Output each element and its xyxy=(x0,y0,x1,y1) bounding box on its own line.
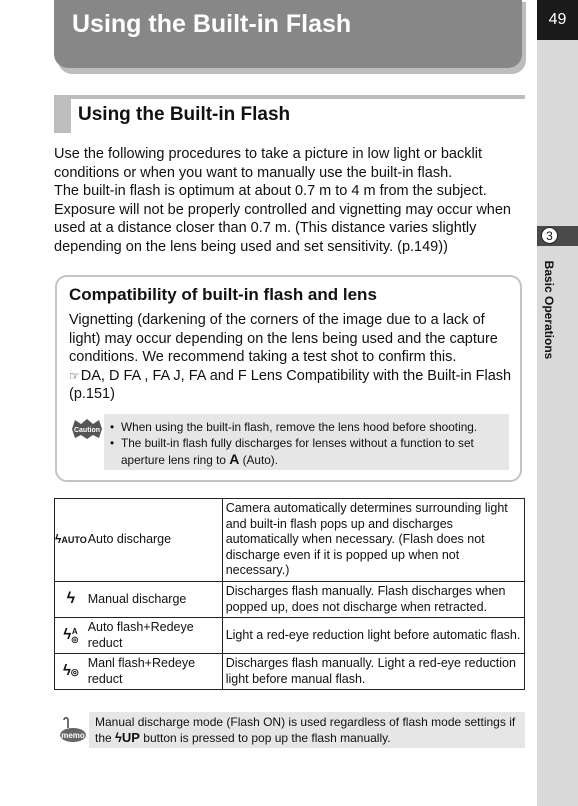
redeye-flash-icon: ϟ◎ xyxy=(62,661,79,679)
mode-name: Auto discharge xyxy=(87,499,223,582)
mode-icon-cell xyxy=(55,582,87,618)
memo-icon xyxy=(58,716,88,744)
mode-description: Discharges flash manually. Light a red-eye reduction light before manual flash. xyxy=(222,654,524,690)
memo-text: Manual discharge mode (Flash ON) is used regardless of flash mode settings if the ϟUP button is pressed to pop up the flash manually. xyxy=(95,715,516,745)
intro-paragraph: The built-in flash is optimum at about 0.7 m to 4 m from the subject. Exposure will not be properly controlled and vignetting may occur when used at a distance closer than 0.7 m. (This distance varies slightly depending on the lens being used and set sensitivity. (p.149)) xyxy=(54,183,511,255)
mode-description: Light a red-eye reduction light before automatic flash. xyxy=(222,618,524,654)
mode-icon-cell xyxy=(55,499,87,582)
mode-description: Camera automatically determines surrounding light and built-in flash pops up and discharges automatically when necessary. (Flash does not discharge even if it is popped up when not necessary.) xyxy=(222,499,524,582)
table-row xyxy=(55,499,525,582)
aperture-auto-mark: A xyxy=(229,451,240,467)
chapter-title: Basic Operations xyxy=(542,260,556,360)
chapter-number: 3 xyxy=(541,227,558,244)
mode-icon-cell xyxy=(55,618,87,654)
section-marker xyxy=(54,95,71,133)
mode-name: Auto flash+Redeye reduct xyxy=(87,618,223,654)
flash-icon: ϟ xyxy=(66,589,76,607)
compatibility-reference xyxy=(69,367,514,404)
intro-paragraph: Use the following procedures to take a picture in low light or backlit conditions or when you want to manually use the built-in flash. xyxy=(54,146,482,181)
mode-name: Manl flash+Redeye reduct xyxy=(87,654,223,690)
table-row xyxy=(55,654,525,690)
auto-redeye-flash-icon: ϟA ◎ xyxy=(63,625,79,644)
caution-item: • The built-in flash fully discharges for lenses without a function to set aperture lens ring to A (Auto). xyxy=(108,435,506,468)
intro-text xyxy=(54,145,526,256)
reference-icon: ☞ xyxy=(69,368,80,383)
compatibility-text xyxy=(69,311,514,404)
auto-flash-icon: ϟAUTO xyxy=(55,532,87,547)
page-title: Using the Built-in Flash xyxy=(72,10,352,38)
compatibility-heading: Compatibility of built-in flash and lens xyxy=(69,285,377,304)
section-title: Using the Built-in Flash xyxy=(78,104,291,125)
table-row xyxy=(55,582,525,618)
flash-up-button-label: ϟUP xyxy=(115,730,140,745)
reference-link[interactable]: DA, D FA , FA J, FA and F Lens Compatibility with the Built-in Flash (p.151) xyxy=(69,367,512,402)
mode-name: Manual discharge xyxy=(87,582,223,618)
flash-mode-table xyxy=(54,498,525,690)
memo-icon-label: memo xyxy=(61,731,85,740)
caution-list xyxy=(108,419,506,468)
section-rule xyxy=(54,95,525,99)
mode-icon-cell xyxy=(55,654,87,690)
table-row xyxy=(55,618,525,654)
caution-icon-label: Caution xyxy=(73,427,101,434)
caution-icon xyxy=(70,418,104,440)
caution-item: • When using the built-in flash, remove the lens hood before shooting. xyxy=(108,419,506,435)
compatibility-body: Vignetting (darkening of the corners of the image due to a lack of light) may occur depending on the lens being used and the capture conditions. We recommend taking a test shot to confirm this. xyxy=(69,312,498,365)
side-tab-bar xyxy=(537,0,578,806)
page-number: 49 xyxy=(537,0,578,40)
mode-description: Discharges flash manually. Flash discharges when popped up, does not discharge when retracted. xyxy=(222,582,524,618)
